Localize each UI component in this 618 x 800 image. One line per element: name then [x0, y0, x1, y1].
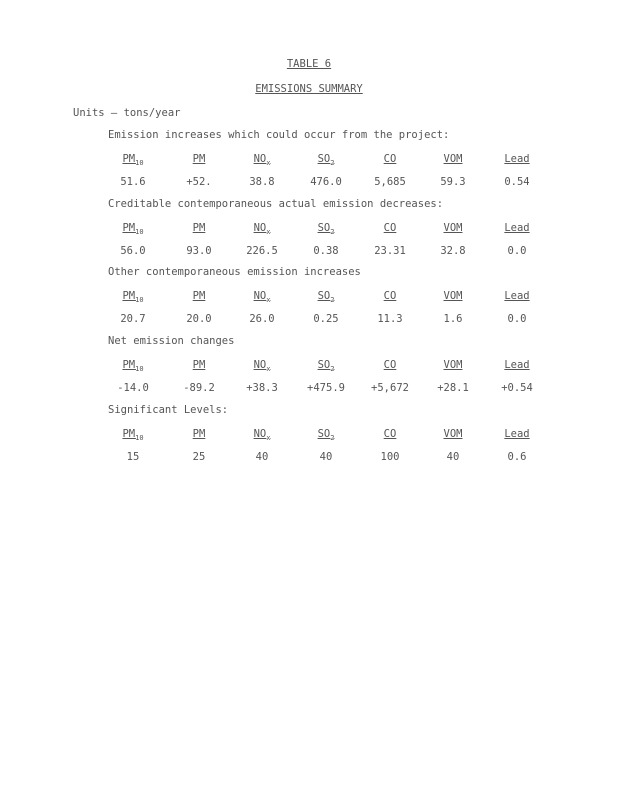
column-header	[227, 428, 297, 442]
column-header	[355, 222, 425, 234]
value-row	[0, 176, 618, 190]
value-cell: +475.9	[307, 382, 345, 394]
column-header	[291, 428, 361, 442]
column-header	[98, 359, 168, 373]
column-header	[98, 222, 168, 236]
value-cell: +5,672	[371, 382, 409, 394]
value-cell: 5,685	[374, 176, 406, 188]
column-header-text: $NO_x$	[253, 222, 271, 237]
value-cell: 26.0	[249, 313, 275, 325]
value-cell: 0.54	[504, 176, 530, 188]
column-header-text: VOM	[443, 359, 463, 371]
column-header-text: CO	[383, 428, 397, 440]
column-header	[482, 153, 552, 165]
value-cell: 56.0	[120, 245, 146, 257]
value-cell: 15	[126, 451, 140, 463]
column-header-text: $NO_x$	[253, 290, 271, 305]
column-header-text: $SO_2$	[317, 153, 335, 168]
column-header-text: PM	[192, 290, 206, 302]
value-cell: 226.5	[246, 245, 278, 257]
column-header-text: VOM	[443, 290, 463, 302]
column-header	[164, 428, 234, 440]
column-header	[418, 153, 488, 165]
column-header	[227, 359, 297, 373]
value-row	[0, 382, 618, 396]
column-header-text: CO	[383, 290, 397, 302]
column-header	[291, 290, 361, 304]
header-row	[0, 153, 618, 167]
column-header	[355, 428, 425, 440]
column-header	[418, 428, 488, 440]
value-cell: 20.7	[120, 313, 146, 325]
column-header	[418, 222, 488, 234]
value-row	[0, 245, 618, 259]
column-header	[355, 153, 425, 165]
column-header-text: $PM_{10}$	[122, 153, 144, 168]
section-label: Significant Levels:	[108, 404, 229, 416]
value-cell: -89.2	[183, 382, 215, 394]
value-cell: 476.0	[310, 176, 342, 188]
column-header	[227, 153, 297, 167]
column-header-text: PM	[192, 359, 206, 371]
column-header-text: $NO_x$	[253, 428, 271, 443]
table-number: TABLE 6	[286, 58, 332, 70]
column-header	[98, 153, 168, 167]
column-header	[164, 222, 234, 234]
column-header-text: VOM	[443, 222, 463, 234]
value-cell: 0.0	[507, 313, 527, 325]
column-header-text: Lead	[504, 290, 530, 302]
value-row	[0, 451, 618, 465]
column-header-text: $SO_2$	[317, 290, 335, 305]
column-header	[227, 290, 297, 304]
column-header	[98, 428, 168, 442]
column-header	[355, 359, 425, 371]
value-cell: 1.6	[443, 313, 463, 325]
column-header-text: Lead	[504, 222, 530, 234]
table-title: EMISSIONS SUMMARY	[255, 83, 363, 95]
column-header	[164, 153, 234, 165]
header-row	[0, 359, 618, 373]
column-header-text: Lead	[504, 153, 530, 165]
value-cell: +28.1	[437, 382, 469, 394]
column-header-text: $NO_x$	[253, 359, 271, 374]
units-label: Units — tons/year	[73, 107, 181, 119]
value-cell: +0.54	[501, 382, 533, 394]
header-row	[0, 290, 618, 304]
value-cell: +52.	[186, 176, 212, 188]
value-cell: 40	[319, 451, 333, 463]
column-header-text: VOM	[443, 428, 463, 440]
value-cell: 93.0	[186, 245, 212, 257]
column-header	[291, 222, 361, 236]
column-header-text: $SO_2$	[317, 359, 335, 374]
value-cell: 51.6	[120, 176, 146, 188]
column-header	[482, 359, 552, 371]
value-cell: 38.8	[249, 176, 275, 188]
column-header-text: VOM	[443, 153, 463, 165]
section-label: Net emission changes	[108, 335, 235, 347]
value-cell: 0.25	[313, 313, 339, 325]
value-cell: 0.0	[507, 245, 527, 257]
section-label: Creditable contemporaneous actual emission decreases:	[108, 198, 444, 210]
column-header-text: CO	[383, 222, 397, 234]
column-header-text: $SO_2$	[317, 428, 335, 443]
column-header	[482, 290, 552, 302]
column-header	[418, 290, 488, 302]
column-header-text: PM	[192, 428, 206, 440]
section-label: Emission increases which could occur from the project:	[108, 129, 450, 141]
value-cell: 11.3	[377, 313, 403, 325]
value-cell: 20.0	[186, 313, 212, 325]
column-header	[164, 290, 234, 302]
column-header-text: PM	[192, 153, 206, 165]
column-header	[482, 222, 552, 234]
column-header	[418, 359, 488, 371]
header-row	[0, 222, 618, 236]
column-header-text: PM	[192, 222, 206, 234]
value-cell: 59.3	[440, 176, 466, 188]
column-header	[482, 428, 552, 440]
value-cell: 40	[255, 451, 269, 463]
column-header-text: Lead	[504, 359, 530, 371]
column-header	[227, 222, 297, 236]
column-header	[164, 359, 234, 371]
value-cell: 0.38	[313, 245, 339, 257]
column-header-text: $PM_{10}$	[122, 428, 144, 443]
value-cell: 40	[446, 451, 460, 463]
value-cell: -14.0	[117, 382, 149, 394]
column-header-text: $NO_x$	[253, 153, 271, 168]
header-row	[0, 428, 618, 442]
value-cell: 23.31	[374, 245, 406, 257]
column-header-text: $PM_{10}$	[122, 359, 144, 374]
value-cell: +38.3	[246, 382, 278, 394]
value-row	[0, 313, 618, 327]
column-header-text: $PM_{10}$	[122, 290, 144, 305]
column-header-text: $SO_2$	[317, 222, 335, 237]
column-header-text: Lead	[504, 428, 530, 440]
value-cell: 0.6	[507, 451, 527, 463]
column-header-text: $PM_{10}$	[122, 222, 144, 237]
column-header	[98, 290, 168, 304]
column-header	[291, 153, 361, 167]
column-header-text: CO	[383, 153, 397, 165]
column-header	[291, 359, 361, 373]
value-cell: 25	[192, 451, 206, 463]
value-cell: 100	[380, 451, 400, 463]
column-header	[355, 290, 425, 302]
section-label: Other contemporaneous emission increases	[108, 266, 361, 278]
column-header-text: CO	[383, 359, 397, 371]
value-cell: 32.8	[440, 245, 466, 257]
